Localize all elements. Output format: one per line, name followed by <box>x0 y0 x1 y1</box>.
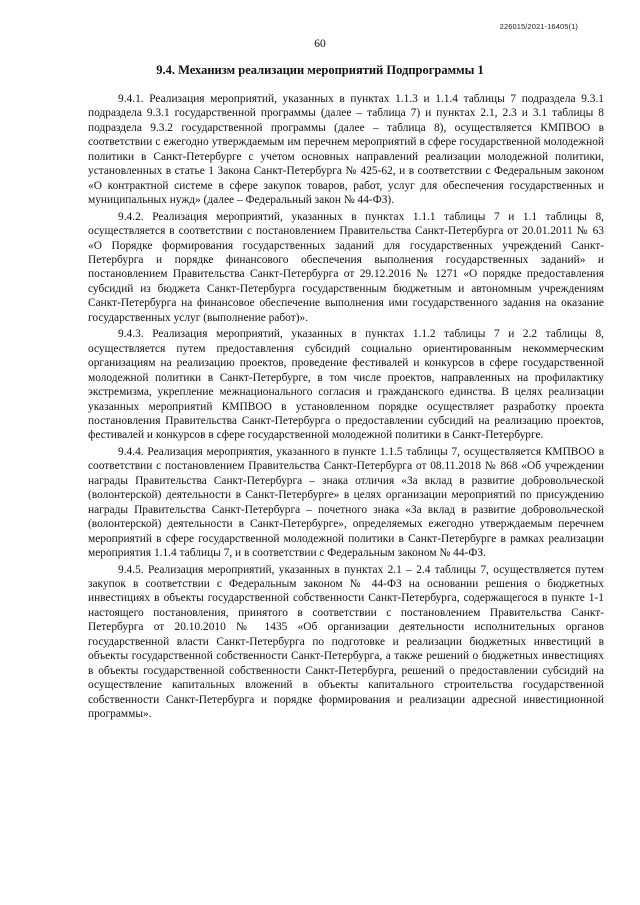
paragraph-9-4-5: 9.4.5. Реализация мероприятий, указанных в пунктах 2.1 – 2.4 таблицы 7, осуществляется путем закупок в соответствии с Федеральным законом № 44-ФЗ на основании решения о бюджетных инвестициях в объекты государственной собственности Санкт-Петербурга, содержащегося в пункте 1-1 настоящего постановления, принятого в соответствии с постановлением Правительства Санкт-Петербурга от 20.10.2010 № 1435 «Об организации деятельности исполнительных органов государственной власти Санкт-Петербурга по подготовке и реализации бюджетных инвестиций в объекты государственной собственности Санкт-Петербурга, а также решений о бюджетных инвестициях в объекты государственной собственности Санкт-Петербурга, решений о предоставлении субсидий на осуществление капитальных вложений в объекты капитального строительства государственной собственности Санкт-Петербурга и порядке формирования и реализации адресной инвестиционной программы». <box>88 563 604 721</box>
page-number: 60 <box>314 38 326 50</box>
body-text <box>88 92 604 721</box>
paragraph-9-4-1: 9.4.1. Реализация мероприятий, указанных в пунктах 1.1.3 и 1.1.4 таблицы 7 подраздела 9.3.1 подраздела 9.3.1 государственной программы (далее – таблица 7) и пунктах 2.1, 2.3 и 3.1 таблицы 8 подраздела 9.3.2 государственной программы (далее – таблица 8), осуществляется КМПВОО в соответствии с ежегодно утверждаемым им перечнем мероприятий в сфере государственной молодежной политики в Санкт-Петербурге с учетом основных направлений реализации молодежной политики, установленных в статье 1 Закона Санкт-Петербурга № 425-62, и в соответствии с Федеральным законом «О контрактной системе в сфере закупок товаров, работ, услуг для обеспечения государственных и муниципальных нужд» (далее – Федеральный закон № 44-ФЗ). <box>88 93 604 207</box>
paragraph-9-4-2: 9.4.2. Реализация мероприятий, указанных в пунктах 1.1.1 таблицы 7 и 1.1 таблицы 8, осуществляется в соответствии с постановлением Правительства Санкт-Петербурга от 20.01.2011 № 63 «О Порядке формирования государственных заданий для государственных учреждений Санкт-Петербурга и порядке финансового обеспечения выполнения государственных заданий» и постановлением Правительства Санкт-Петербурга от 29.12.2016 № 1271 «О порядке предоставления субсидий из бюджета Санкт-Петербурга государственным бюджетным и автономным учреждениям Санкт-Петербурга на финансовое обеспечение выполнения ими государственного задания на оказание государственных услуг (выполнение работ)». <box>88 210 604 324</box>
paragraph-9-4-4: 9.4.4. Реализация мероприятия, указанного в пункте 1.1.5 таблицы 7, осуществляется КМПВОО в соответствии с постановлением Правительства Санкт-Петербурга от 08.11.2018 № 868 «Об учреждении награды Правительства Санкт-Петербурга – знака отличия «За вклад в развитие добровольческой (волонтерской) деятельности в Санкт-Петербурге» в целях организации мероприятий по присуждению награды Правительства Санкт-Петербурга – почетного знака «За вклад в развитие добровольческой (волонтерской) деятельности в Санкт-Петербурге», определяемых ежегодно утверждаемым перечнем мероприятий в сфере государственной молодежной политики в Санкт-Петербурге в рамках реализации мероприятия 1.1.4 таблицы 7, и в соответствии с Федеральным законом № 44-ФЗ. <box>88 445 604 560</box>
document-id: 226015/2021-16405(1) <box>499 22 578 31</box>
paragraph-9-4-3: 9.4.3. Реализация мероприятий, указанных в пунктах 1.1.2 таблицы 7 и 2.2 таблицы 8, осуществляется путем предоставления субсидий социально ориентированным некоммерческим организациям на реализацию проектов, проведение фестивалей и конкурсов в сфере государственной молодежной политики в Санкт-Петербурге, в том числе проектов, направленных на профилактику экстремизма, укрепление межнационального согласия и гражданского единства. В целях реализации указанных мероприятий КМПВОО в установленном порядке осуществляет разработку проекта постановления Правительства Санкт-Петербурга о предоставлении субсидий на реализацию проектов, фестивалей и конкурсов в сфере государственной молодежной политики в Санкт-Петербурге. <box>88 328 604 442</box>
section-title: 9.4. Механизм реализации мероприятий Подпрограммы 1 <box>156 63 484 77</box>
